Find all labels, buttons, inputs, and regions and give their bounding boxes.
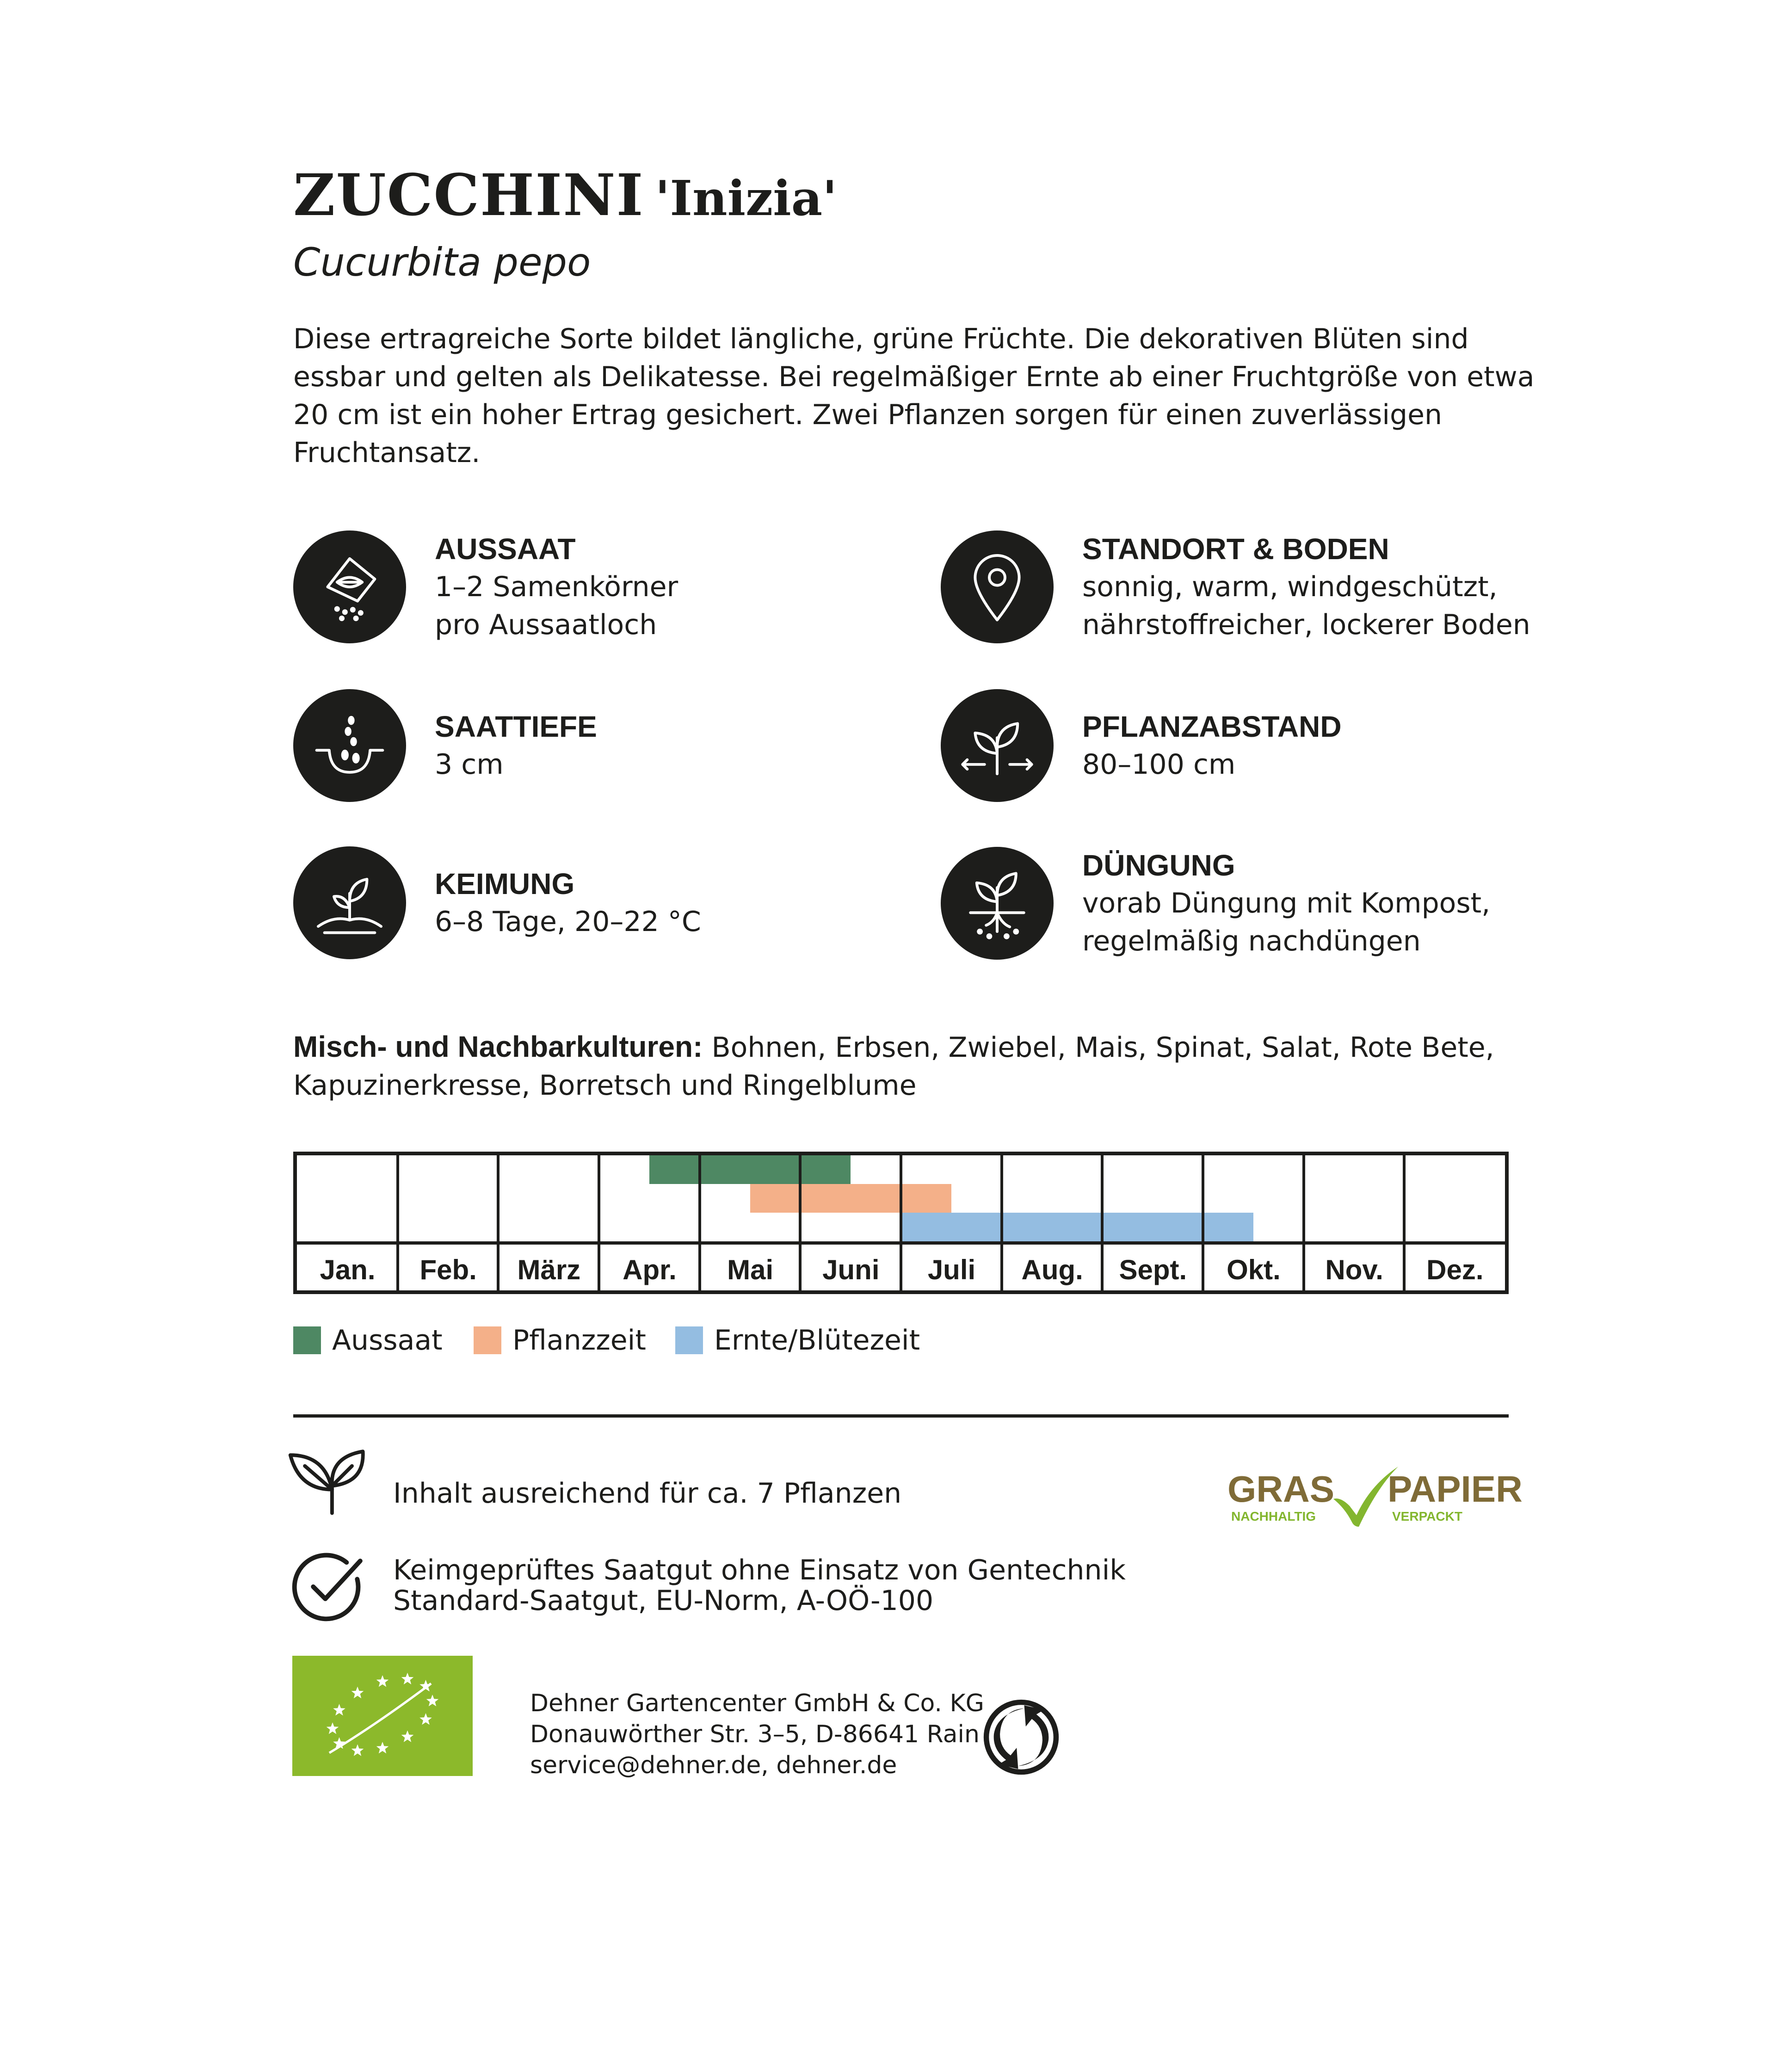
- pflanzabstand-title: PFLANZABSTAND: [1082, 710, 1342, 743]
- eu-star-icon: [401, 1730, 414, 1742]
- eu-star-icon: [426, 1695, 439, 1706]
- duengung-line2: regelmäßig nachdüngen: [1082, 925, 1421, 957]
- month-label: Mai: [727, 1254, 774, 1285]
- latin-name: Cucurbita pepo: [293, 240, 591, 285]
- eu-organic-logo: [292, 1656, 473, 1776]
- plant-spacing-icon: [941, 689, 1054, 802]
- check-circle-icon: [290, 1550, 366, 1626]
- aussaat-line2: pro Aussaatloch: [435, 609, 657, 641]
- quality-line2: Standard-Saatgut, EU-Norm, A-OÖ-100: [393, 1585, 934, 1617]
- info-standort: [941, 530, 1530, 644]
- leaves-icon: [285, 1446, 376, 1515]
- sowing-calendar: [293, 1152, 1509, 1294]
- gras-sub: NACHHALTIG: [1231, 1509, 1316, 1523]
- eu-leaf-stem: [329, 1684, 431, 1753]
- month-label: Feb.: [419, 1254, 477, 1285]
- month-label: Aug.: [1021, 1254, 1083, 1285]
- papier-sub: VERPACKT: [1392, 1509, 1462, 1523]
- calendar-bar-pflanzzeit: [750, 1184, 951, 1213]
- legend-swatch-ernte: [675, 1326, 703, 1354]
- content-note: Inhalt ausreichend für ca. 7 Pflanzen: [393, 1477, 902, 1510]
- companion-label: Misch- und Nachbarkulturen:: [293, 1030, 703, 1063]
- legend-swatch-pflanzzeit: [474, 1326, 501, 1354]
- legend-ernte: [675, 1322, 920, 1359]
- info-pflanzabstand: [941, 689, 1342, 802]
- legend-label-aussaat: Aussaat: [332, 1324, 443, 1357]
- eu-star-icon: [327, 1722, 339, 1734]
- keimung-line1: 6–8 Tage, 20–22 °C: [435, 906, 701, 938]
- standort-line1: sonnig, warm, windgeschützt,: [1082, 571, 1498, 603]
- month-label: Jan.: [320, 1254, 376, 1285]
- month-label: Apr.: [623, 1254, 677, 1285]
- month-label: Sept.: [1119, 1254, 1187, 1285]
- address-line3: service@dehner.de, dehner.de: [530, 1751, 897, 1779]
- eu-star-icon: [352, 1744, 364, 1756]
- eu-star-icon: [419, 1713, 432, 1725]
- footer-divider: [293, 1414, 1509, 1418]
- company-address: [530, 1688, 984, 1781]
- month-label: Dez.: [1426, 1254, 1484, 1285]
- month-label: März: [517, 1254, 581, 1285]
- companion-text: Bohnen, Erbsen, Zwiebel, Mais, Spinat, Salat, Rote Bete, Kapuzinerkresse, Borretsch und Ringelblume: [293, 1031, 1494, 1102]
- saattiefe-title: SAATTIEFE: [435, 710, 597, 743]
- gras-papier-logo: [1226, 1462, 1523, 1536]
- info-keimung: [293, 846, 701, 959]
- calendar-bar-ernte: [901, 1213, 1253, 1241]
- gras-word: GRAS: [1227, 1468, 1335, 1510]
- aussaat-title: AUSSAAT: [435, 532, 576, 566]
- aussaat-line1: 1–2 Samenkörner: [435, 571, 678, 603]
- eu-star-icon: [333, 1704, 345, 1715]
- saattiefe-line1: 3 cm: [435, 748, 504, 781]
- companion-plants: [293, 1028, 1570, 1104]
- sowing-depth-icon: [293, 689, 406, 802]
- product-name: ZUCCHINI: [293, 162, 644, 229]
- location-pin-icon: [941, 530, 1054, 643]
- eu-star-icon: [401, 1673, 414, 1684]
- keimung-title: KEIMUNG: [435, 867, 575, 900]
- sprout-icon: [293, 846, 406, 959]
- address-line1: Dehner Gartencenter GmbH & Co. KG: [530, 1690, 984, 1717]
- address-line2: Donauwörther Str. 3–5, D-86641 Rain: [530, 1720, 980, 1748]
- info-duengung: [941, 846, 1490, 960]
- info-saattiefe: [293, 689, 597, 802]
- legend-swatch-aussaat: [293, 1326, 321, 1354]
- papier-word: PAPIER: [1388, 1468, 1523, 1510]
- pflanzabstand-line1: 80–100 cm: [1082, 748, 1236, 781]
- fertilizer-plant-icon: [941, 847, 1054, 960]
- legend-pflanzzeit: [474, 1322, 646, 1359]
- quality-line1: Keimgeprüftes Saatgut ohne Einsatz von Gentechnik: [393, 1554, 1126, 1586]
- legend-aussaat: [293, 1322, 443, 1359]
- month-label: Nov.: [1325, 1254, 1383, 1285]
- month-label: Juni: [822, 1254, 880, 1285]
- eu-star-icon: [376, 1675, 389, 1687]
- legend-label-pflanzzeit: Pflanzzeit: [512, 1324, 646, 1357]
- product-title: [293, 162, 837, 229]
- legend-label-ernte: Ernte/Blütezeit: [714, 1324, 920, 1357]
- standort-title: STANDORT & BODEN: [1082, 532, 1389, 566]
- duengung-line1: vorab Düngung mit Kompost,: [1082, 887, 1491, 919]
- calendar-bar-aussaat: [649, 1155, 851, 1184]
- month-label: Juli: [927, 1254, 976, 1285]
- product-variety: 'Inizia': [655, 170, 837, 227]
- standort-line2: nährstoffreicher, lockerer Boden: [1082, 609, 1530, 641]
- eu-star-icon: [376, 1742, 389, 1753]
- duengung-title: DÜNGUNG: [1082, 849, 1235, 882]
- product-description: Diese ertragreiche Sorte bildet längliche, grüne Früchte. Die dekorativen Blüten sind essbar und gelten als Delikatesse. Bei regelmäßiger Ernte ab einer Fruchtgröße von etwa 20 cm ist ein hoher Ertrag gesichert. Zwei Pflanzen sorgen für einen zuverlässigen Fruchtansatz.: [293, 323, 1535, 469]
- green-dot-recycling-icon: [983, 1699, 1059, 1775]
- seed-packet-icon: [293, 530, 406, 643]
- info-aussaat: [293, 530, 678, 644]
- month-label: Okt.: [1227, 1254, 1281, 1285]
- eu-star-icon: [352, 1687, 364, 1698]
- eu-organic-leaf-icon: [292, 1656, 473, 1776]
